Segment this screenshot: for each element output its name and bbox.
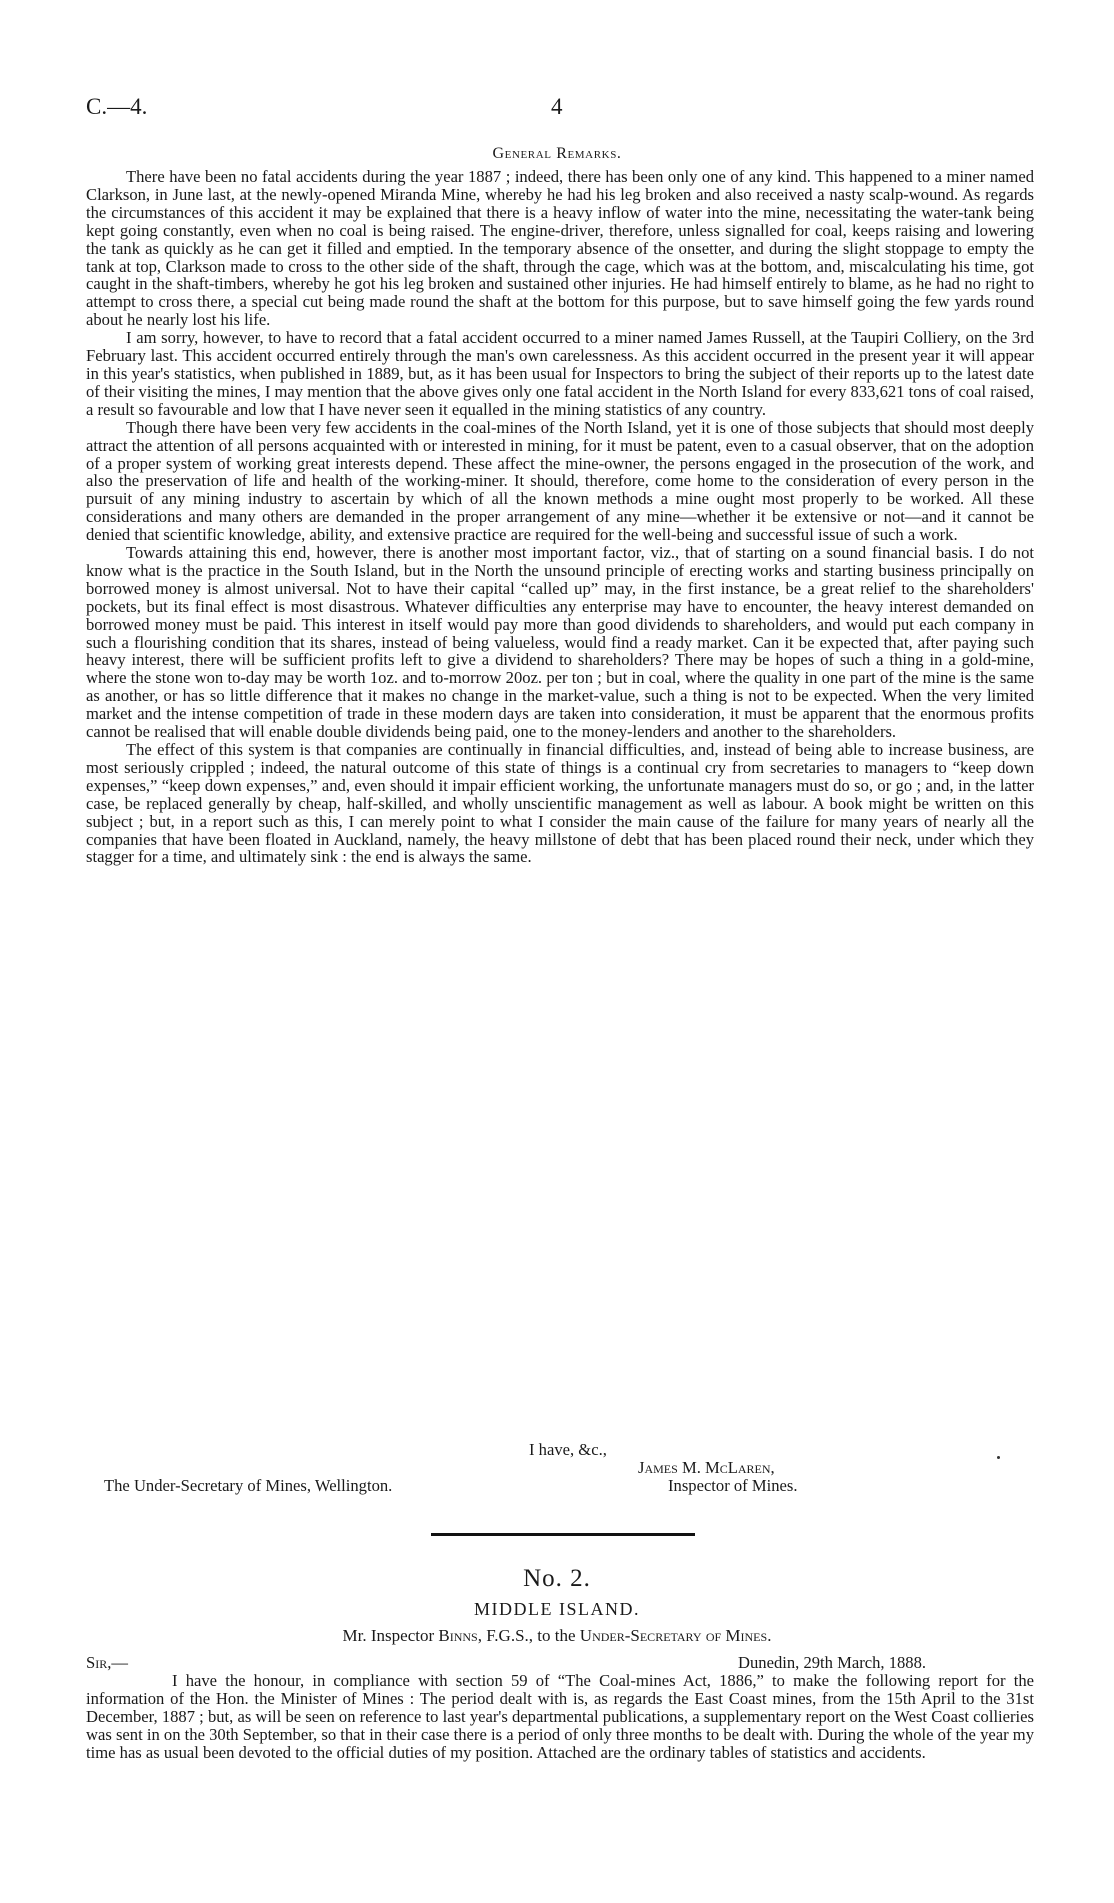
paragraph: Towards attaining this end, however, there is another most important factor, viz., that of starting on a sound financial basis. I do not know what is the practice in the South Island, but in the North the unsound principle of erecting works and starting business principally on borrowed money is almost universal. Not to have their capital “called up” may, in the first instance, be a great relief to the shareholders' pockets, but its final effect is most disastrous. Whatever difficulties any enterprise may have to encounter, the heavy interest demanded on borrowed money must be paid. This interest in itself would pay more than good dividends to shareholders, and would put each company in such a flourishing condition that its shares, instead of being valueless, would find a ready market. Can it be expected that, after paying such heavy interest, there will be sufficient profits left to give a dividend to shareholders? There may be hopes of such a thing in a gold-mine, where the stone won to-day may be worth 1oz. and to-morrow 20oz. per ton ; but in coal, where the quality in one part of the mine is the same as another, or has so little difference that it makes no change in the market-value, such a thing is not to be expected. When the very limited market and the intense competition of trade in these modern days are taken into consideration, it must be apparent that the enormous profits cannot be realised that will enable double dividends being paid, one to the money-lenders and another to the shareholders.	[86, 543, 1034, 742]
paragraph: Though there have been very few accidents in the coal-mines of the North Island, yet it is one of those subjects that should most deeply attract the attention of all persons acquainted with or interested in mining, for it must be patent, even to a casual observer, that on the adoption of a proper system of working great interests depend. These affect the mine-owner, the persons engaged in the prosecution of the work, and also the preservation of life and health of the working-miner. It should, therefore, come home to the consideration of every person in the pursuit of any mining industry to ascertain by which of all the known methods a mine ought most properly to be worked. All these considerations and many others are demanded in the proper arrangement of any mine—whether it be extensive or not—and it cannot be denied that scientific knowledge, ability, and extensive practice are required for the well-being and successful issue of such a work.	[86, 417, 1034, 545]
report-number: No. 2.	[523, 1565, 591, 1592]
memo-prefix: Mr. Inspector	[342, 1626, 435, 1645]
paragraph: I have the honour, in compliance with section 59 of “The Coal-mines Act, 1886,” to make the following report for the information of the Hon. the Minister of Mines : The period dealt with is, as regards the East Coast mines, from the 15th April to the 31st December, 1887 ; but, as will be seen on reference to last year's departmental publications, a supplementary report on the West Coast collieries was sent in on the 30th September, so that in their case there is a period of only three months to be dealt with. During the whole of the year my time has as usual been devoted to the official duties of my position. Attached are the ordinary tables of statistics and accidents.	[86, 1671, 1034, 1762]
report-letter-body	[86, 1672, 1034, 1762]
memo-middle: , F.G.S., to the	[477, 1626, 576, 1645]
paragraph: There have been no fatal accidents during the year 1887 ; indeed, there has been only one of any kind. This happened to a miner named Clarkson, in June last, at the newly-opened Miranda Mine, whereby he had his leg broken and also received a nasty scalp-wound. As regards the circumstances of this accident it may be explained that there is a heavy inflow of water into the mine, necessitating the water-tank being kept going constantly, even when no coal is being raised. The engine-driver, therefore, unless signalled for coal, keeps raising and lowering the tank as quickly as he can get it filled and emptied. In the temporary absence of the onsetter, and during the slight stoppage to empty the tank at top, Clarkson made to cross to the other side of the shaft, through the cage, which was at the bottom, and, miscalculating his time, got caught in the shaft-timbers, whereby he got his leg broken and sustained other injuries. He had himself entirely to blame, as he had no right to attempt to cross there, a special cut being made round the shaft at the bottom for this purpose, but to save himself going the few yards round about he nearly lost his life.	[86, 167, 1034, 330]
report-memo-line	[0, 1626, 1114, 1646]
letter-salutation: Sir,—	[86, 1653, 128, 1672]
general-remarks-body	[86, 168, 1034, 866]
signatory-title: Inspector of Mines.	[668, 1475, 798, 1495]
letter-closing	[86, 1441, 1034, 1495]
document-code: C.—4.	[86, 94, 148, 119]
section-title: General Remarks.	[492, 145, 622, 162]
paragraph: I am sorry, however, to have to record that a fatal accident occurred to a miner named James Russell, at the Taupiri Colliery, on the 3rd February last. This accident occurred entirely through the man's own carelessness. As this accident occurred in the present year it will appear in this year's statistics, when published in 1889, but, as it has been usual for Inspectors to bring the subject of their reports up to the latest date of their visiting the mines, I may mention that the above gives only one fatal accident in the North Island for every 833,621 tons of coal raised, a result so favourable and low that I have never seen it equalled in the mining statistics of any country.	[86, 328, 1034, 419]
addressee: The Under-Secretary of Mines, Wellington.	[104, 1475, 393, 1495]
signatory-name: James M. McLaren,	[638, 1457, 775, 1477]
section-divider	[431, 1533, 695, 1536]
paragraph: The effect of this system is that companies are continually in financial difficulties, and, instead of being able to increase business, are most seriously crippled ; indeed, the natural outcome of this state of things is a continual cry from secretaries to managers to “keep down expenses,” “keep down expenses,” and, even should it impair efficient working, the unfortunate managers must do so, or go ; and, in the latter case, be replaced generally by cheap, half-skilled, and wholly unscientific management as well as labour. A book might be written on this subject ; but, in a report such as this, I can merely point to what I consider the main cause of the failure for many years of nearly all the companies that have been floated in Auckland, namely, the heavy millstone of debt that has been placed round their neck, under which they stagger for a time, and ultimately sink : the end is always the same.	[86, 740, 1034, 867]
memo-name: Binns	[438, 1626, 478, 1645]
dateline: Dunedin, 29th March, 1888.	[738, 1653, 927, 1672]
report-region: MIDDLE ISLAND.	[474, 1599, 640, 1619]
memo-recipient: Under-Secretary of Mines.	[579, 1626, 772, 1645]
page-number: 4	[551, 94, 563, 119]
closing-salutation: I have, &c.,	[529, 1440, 607, 1459]
stray-mark	[997, 1456, 1000, 1459]
